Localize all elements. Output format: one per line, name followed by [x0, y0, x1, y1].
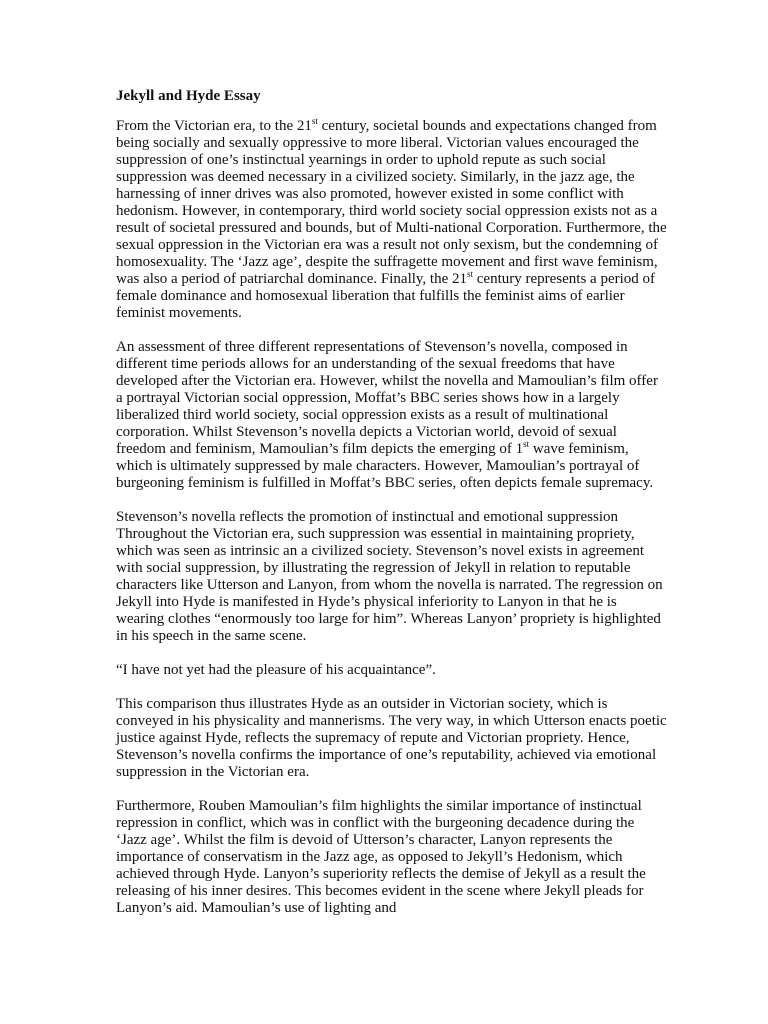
text-run: This comparison thus illustrates Hyde as an outsider in Victorian society, which is conveyed in his physicality and mannerisms. The very way, in which Utterson enacts poetic justice against Hyde, reflects the supremacy of repute and Victorian propriety. Hence, Stevenson’s novella confirms the importance of one’s reputability, achieved via emotional suppression in the Victorian era.: [116, 696, 667, 780]
text-run: wave feminism, which is ultimately suppressed by male characters. However, Mamoulian’s portrayal of burgeoning feminism is fulfilled in Moffat’s BBC series, often depicts female supremacy.: [116, 441, 654, 491]
text-run: Stevenson’s novella reflects the promotion of instinctual and emotional suppression Throughout the Victorian era, such suppression was essential in maintaining propriety, which was seen as intrinsic an a civilized society. Stevenson’s novel exists in agreement with social suppression, by illustrating the regression of Jekyll in relation to reputable characters like Utterson and Lanyon, from whom the novella is narrated. The regression on Jekyll into Hyde is manifested in Hyde’s physical inferiority to Lanyon in that he is wearing clothes “enormously too large for him”. Whereas Lanyon’ propriety is highlighted in his speech in the same scene.: [116, 509, 663, 644]
superscript: st: [311, 116, 318, 126]
text-run: An assessment of three different representations of Stevenson’s novella, composed in different time periods allows for an understanding of the sexual freedoms that have developed after the Victorian era. However, whilst the novella and Mamoulian’s film offer a portrayal Victorian social oppression, Moffat’s BBC series shows how in a largely liberalized third world society, social oppression exists as a result of multinational corporation. Whilst Stevenson’s novella depicts a Victorian world, devoid of sexual freedom and feminism, Mamoulian’s film depicts the emerging of 1: [116, 339, 658, 457]
superscript: st: [523, 439, 530, 449]
paragraph-2: [116, 339, 668, 492]
text-run: century represents a period of female dominance and homosexual liberation that fulfills the feminist aims of earlier feminist movements.: [116, 271, 656, 321]
text-run: Furthermore, Rouben Mamoulian’s film highlights the similar importance of instinctual repression in conflict, which was in conflict with the burgeoning decadence during the ‘Jazz age’. Whilst the film is devoid of Utterson’s character, Lanyon represents the importance of conservatism in the Jazz age, as opposed to Jekyll’s Hedonism, which achieved through Hyde. Lanyon’s superiority reflects the demise of Jekyll as a result the releasing of his inner desires. This becomes evident in the scene where Jekyll pleads for Lanyon’s aid. Mamoulian’s use of lighting and: [116, 798, 646, 916]
paragraph-4: [116, 662, 668, 679]
superscript: st: [467, 269, 474, 279]
paragraph-1: [116, 118, 668, 322]
paragraph-6: [116, 798, 668, 917]
text-run: “I have not yet had the pleasure of his acquaintance”.: [116, 662, 436, 678]
paragraph-5: [116, 696, 668, 781]
text-run: From the Victorian era, to the 21: [116, 118, 312, 134]
document-title: Jekyll and Hyde Essay: [116, 88, 261, 104]
paragraph-3: [116, 509, 668, 645]
text-run: century, societal bounds and expectations changed from being socially and sexually oppressive to more liberal. Victorian values encouraged the suppression of one’s instinctual yearnings in order to uphold repute as such social suppression was deemed necessary in a civilized society. Similarly, in the jazz age, the harnessing of inner drives was also promoted, however existed in some conflict with hedonism. However, in contemporary, third world society social oppression exists not as a result of societal pressured and bounds, but of Multi-national Corporation. Furthermore, the sexual oppression in the Victorian era was a result not only sexism, but the condemning of homosexuality. The ‘Jazz age’, despite the suffragette movement and first wave feminism, was also a period of patriarchal dominance. Finally, the 21: [116, 118, 667, 287]
document-body: [116, 118, 668, 917]
